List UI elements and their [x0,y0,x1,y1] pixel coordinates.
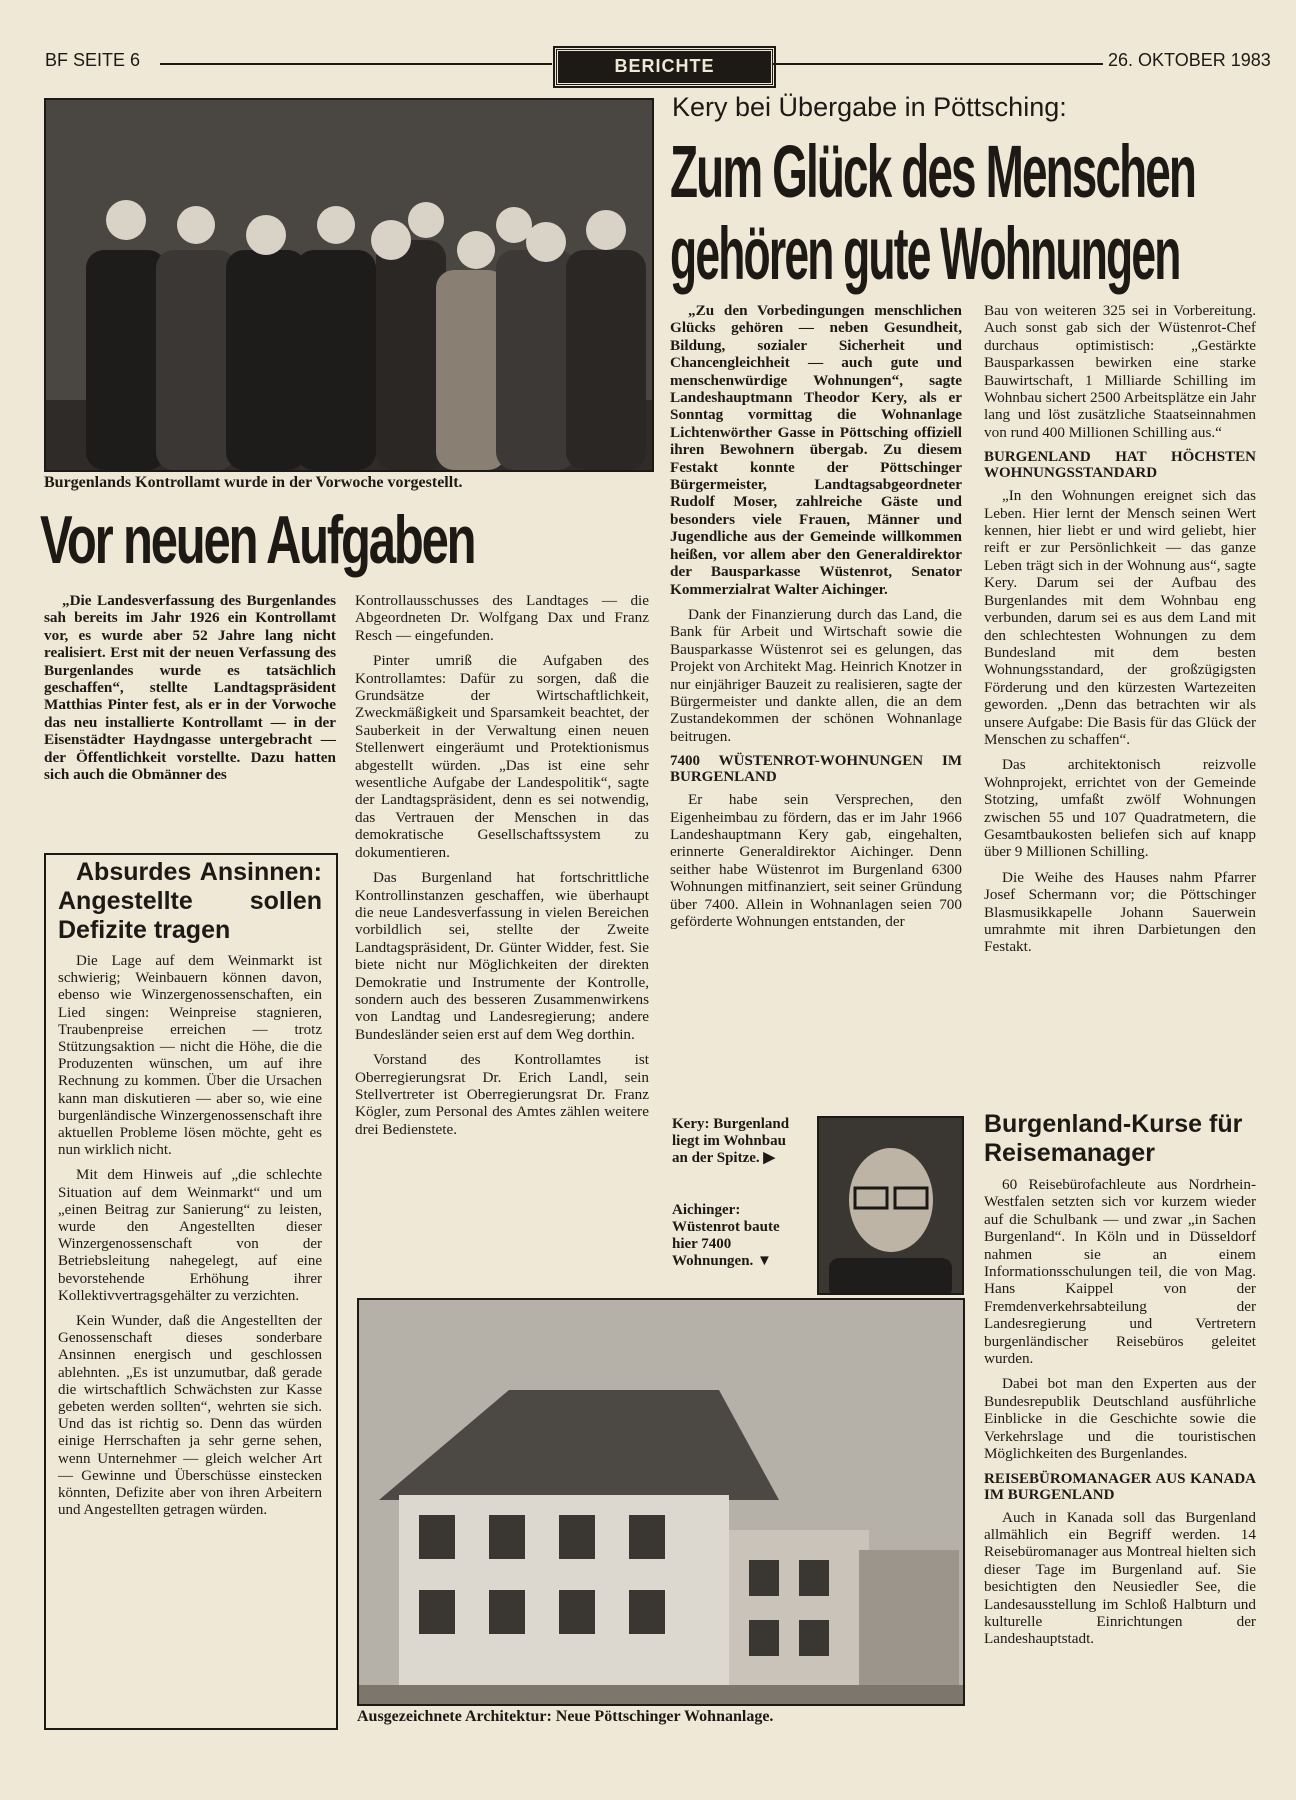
building-photo [357,1298,965,1706]
portrait-caption-aichinger: Aichinger: Wüstenrot baute hier 7400 Wohnungen. ▼ [672,1202,780,1269]
portrait-kery [817,1116,964,1295]
building-photo-caption: Ausgezeichnete Architektur: Neue Pöttschinger Wohnanlage. [357,1708,774,1725]
header-rule-left [160,63,552,65]
left-headline: Vor neuen Aufgaben [40,502,475,578]
boxed-story-headline: Absurdes Ansinnen: Angestellte sollen Defizite tragen [58,858,322,944]
left-story-col2: Kontrollausschusses des Landtages — die Abgeordneten Dr. Wolfgang Dax und Franz Resch — eingefunden. Pinter umriß die Aufgaben des Kontrollamtes: Dafür zu sorgen, daß die Grundsätze der Wirtschaftlichkeit, Zweckmäßigkeit und Sparsamkeit beachtet, der Sauberkeit in der Verwaltung einen neuen Stellenwert eingeräumt und Protektionismus abgestellt würden. „Das ist eine sehr wesentliche Aufgabe der Landespolitik“, sagte der Landtagspräsident, denn es sei notwendig, das Vertrauen der Menschen in das demokratische Gesellschaftssystem zu dokumentieren. Das Burgenland hat fortschrittliche Kontrollinstanzen geschaffen, wie überhaupt die neue Landesverfassung in vielen Bereichen vorbildlich sei, stellte der Zweite Landtagspräsident, Dr. Günter Widder, fest. Sie biete nicht nur Möglichkeiten der direkten Demokratie und Instrumente der Kontrolle, sondern auch des besseren Zusammenwirkens von Landtag und Landesregierung; andere Bundesländer seien erst auf dem Weg dorthin. Vorstand des Kontrollamtes ist Oberregierungsrat Dr. Erich Landl, sein Stellvertreter ist Oberregierungsrat Dr. Franz Kögler, zum Personal des Amtes zählen weitere drei Bedienstete. [355,592,649,1138]
issue-date: 26. OKTOBER 1983 [1108,50,1271,70]
header-rule-right [773,63,1103,65]
portrait-kery-image [819,1118,962,1293]
boxed-story-body: Absurdes Ansinnen: Angestellte sollen Defizite tragen Die Lage auf dem Weinmarkt ist schwierig; Weinbauern können davon, ebenso wie Winzergenossenschaften, ein Lied singen: Weinpreise stagnieren, Traubenpreise erreichen — trotz Stützungsaktion — nicht die Höhe, die die Produzenten wünschen, um auf ihre Rechnung zu kommen. Über die Ursachen kann man diskutieren — aber so, wie eine burgenländische Winzergenossenschaft ihre aktuellen Probleme lösen möchte, geht es nun wirklich nicht. Mit dem Hinweis auf „die schlechte Situation auf dem Weinmarkt“ und um „einen Beitrag zur Sanierung“ zu leisten, wurde den Angestellten dieser Winzergenossenschaft von der Betriebsleitung nahegelegt, auf eine bevorstehende Erhöhung ihrer Kollektivvertragsgehälter zu verzichten. Kein Wunder, daß die Angestellten der Genossenschaft dieses sonderbare Ansinnen energisch und geschlossen ablehnten. „Es ist unzumutbar, daß gerade die wirtschaftlich Schwächsten zur Kasse gebeten werden sollten“, wehrten sie sich. Und das ist richtig so. Denn das würden einige Herrschaften ja sehr gerne sehen, wenn Unternehmer — gleich welcher Art — Gewinne und Überschüsse einstecken könnten, Defizite aber von ihren Arbeitern und Angestellten getragen würden. [58,858,322,1519]
building-photo-image [359,1300,963,1704]
right-subhead-1: 7400 WÜSTENROT-WOHNUNGEN IM BURGENLAND [670,753,962,786]
right-kicker: Kery bei Übergabe in Pöttsching: [672,92,1067,122]
group-photo-caption: Burgenlands Kontrollamt wurde in der Vorwoche vorgestellt. [44,474,463,491]
section-label: BERICHTE [555,48,774,86]
kurse-subhead: REISEBÜROMANAGER AUS KANADA IM BURGENLAND [984,1470,1256,1503]
kurse-headline: Burgenland-Kurse für Reisemanager [984,1110,1243,1167]
right-headline-line2: gehören gute Wohnungen [670,212,1180,295]
left-story-col1: „Die Landesverfassung des Burgenlandes sah bereits im Jahr 1926 ein Kontrollamt vor, es wurde aber 52 Jahre lang nicht realisiert. Erst mit der neuen Verfassung des Burgenlandes wurde es tatsächlich geschaffen“, stellte Landtagspräsident Matthias Pinter fest, als er in der Vorwoche das neu installierte Kontrollamt — in der Eisenstädter Haydngasse untergebracht — der Öffentlichkeit vorstellte. Dazu hatten sich auch die Obmänner des [44,592,336,784]
right-subhead-2: BURGENLAND HAT HÖCHSTEN WOHNUNGSSTANDARD [984,449,1256,482]
portrait-caption-kery: Kery: Burgenland liegt im Wohnbau an der Spitze. ▶ [672,1116,790,1166]
group-photo [44,98,654,472]
right-story-col4: Bau von weiteren 325 sei in Vorbereitung. Auch sonst gab sich der Wüstenrot-Chef durchaus optimistisch: „Gestärkte Bausparkassen bewirken eine starke Bauwirtschaft, 1 Milliarde Schilling im Wohnbau sichert 2500 Arbeitsplätze ein Jahr lang und löst zusätzliche Staatseinnahmen von rund 400 Millionen Schilling aus.“ BURGENLAND HAT HÖCHSTEN WOHNUNGSSTANDARD „In den Wohnungen ereignet sich das Leben. Hier lernt der Mensch seinen Wert kennen, hier liebt er und wird geliebt, hier reift er zur Persönlichkeit — das ganze Leben trägt sich in der Wohnung aus“, sagte Kery. Darum sei der Aufbau des Burgenlandes mit dem Wohnbau eng verbunden, darum sei es aus dem Land mit den schlechtesten Wohnungen zu dem Bundesland mit dem besten Wohnungsstandard, der großzügigsten Förderung und den kürzesten Wartezeiten geworden. „Denn das betrachten wir als unsere Aufgabe: Die Basis für das Glück der Menschen zu schaffen“. Das architektonisch reizvolle Wohnprojekt, errichtet von der Gemeinde Stotzing, umfaßt zwölf Wohnungen zwischen 55 und 107 Quadratmetern, die Gesamtbaukosten beliefen sich auf knapp über 9 Millionen Schilling. Die Weihe des Hauses nahm Pfarrer Josef Schermann vor; die Pöttschinger Blasmusikkapelle Johann Sauerwein umrahmte mit ihren Darbietungen den Festakt. [984,302,1256,956]
page-folio: BF SEITE 6 [45,50,141,70]
right-headline-line1: Zum Glück des Menschen [670,130,1196,213]
kurse-story-body: 60 Reisebürofachleute aus Nordrhein-Westfalen setzten sich vor kurzem wieder auf die Schulbank — und zwar „in Sachen Burgenland“. In Köln und in Düsseldorf nahmen sie an einem Informationsschulungen teil, die von Mag. Hans Kaippel von der Fremdenverkehrsabteilung der Landesregierung und Vertretern burgenländischer Reisebüros geleitet wurden. Dabei bot man den Experten aus der Bundesrepublik Deutschland ausführliche Einblicke in die Geschichte sowie die Verkehrslage und die touristischen Möglichkeiten des Burgenlandes. REISEBÜROMANAGER AUS KANADA IM BURGENLAND Auch in Kanada soll das Burgenland allmählich ein Begriff werden. 14 Reisebüromanager aus Montreal hielten sich dieser Tage im Burgenland auf. Sie besichtigten den Neusiedler See, die Landesausstellung im Schloß Halbturn und kulturelle Einrichtungen der Landeshauptstadt. [984,1176,1256,1648]
group-photo-image [46,100,652,470]
right-story-col3: „Zu den Vorbedingungen menschlichen Glücks gehören — neben Gesundheit, Bildung, sozialer Sicherheit und Chancengleichheit — auch gute und menschenwürdige Wohnungen“, sagte Landeshauptmann Theodor Kery, als er Sonntag vormittag die Wohnanlage Lichtenwörther Gasse in Pöttsching offiziell ihren Bewohnern übergab. Zu diesem Festakt konnte der Pöttschinger Bürgermeister, Landtagsabgeordneter Rudolf Moser, zahlreiche Gäste und besonders viele Frauen, Männer und Jugendliche aus der Gemeinde willkommen heißen, vor allem aber den Generaldirektor der Bausparkasse Wüstenrot, Senator Kommerzialrat Walter Aichinger. Dank der Finanzierung durch das Land, die Bank für Arbeit und Wirtschaft sowie die Bausparkasse Wüstenrot sei es gelungen, das Projekt von Architekt Mag. Heinrich Knotzer in nur einjähriger Bauzeit zu realisieren, sagte der Bürgermeister und dankte allen, die an dem Zustandekommen der schönen Wohnanlage beitrugen. 7400 WÜSTENROT-WOHNUNGEN IM BURGENLAND Er habe sein Versprechen, den Eigenheimbau zu fördern, das er im Jahr 1966 Landeshauptmann Kery gab, eingehalten, erinnerte Generaldirektor Aichinger. Denn seither habe Wüstenrot im Burgenland 6300 Wohnungen mitfinanziert, seit seiner Gründung über 7400. Allein in Wohnanlagen seien 700 geförderte Wohnungen entstanden, der [670,302,962,930]
